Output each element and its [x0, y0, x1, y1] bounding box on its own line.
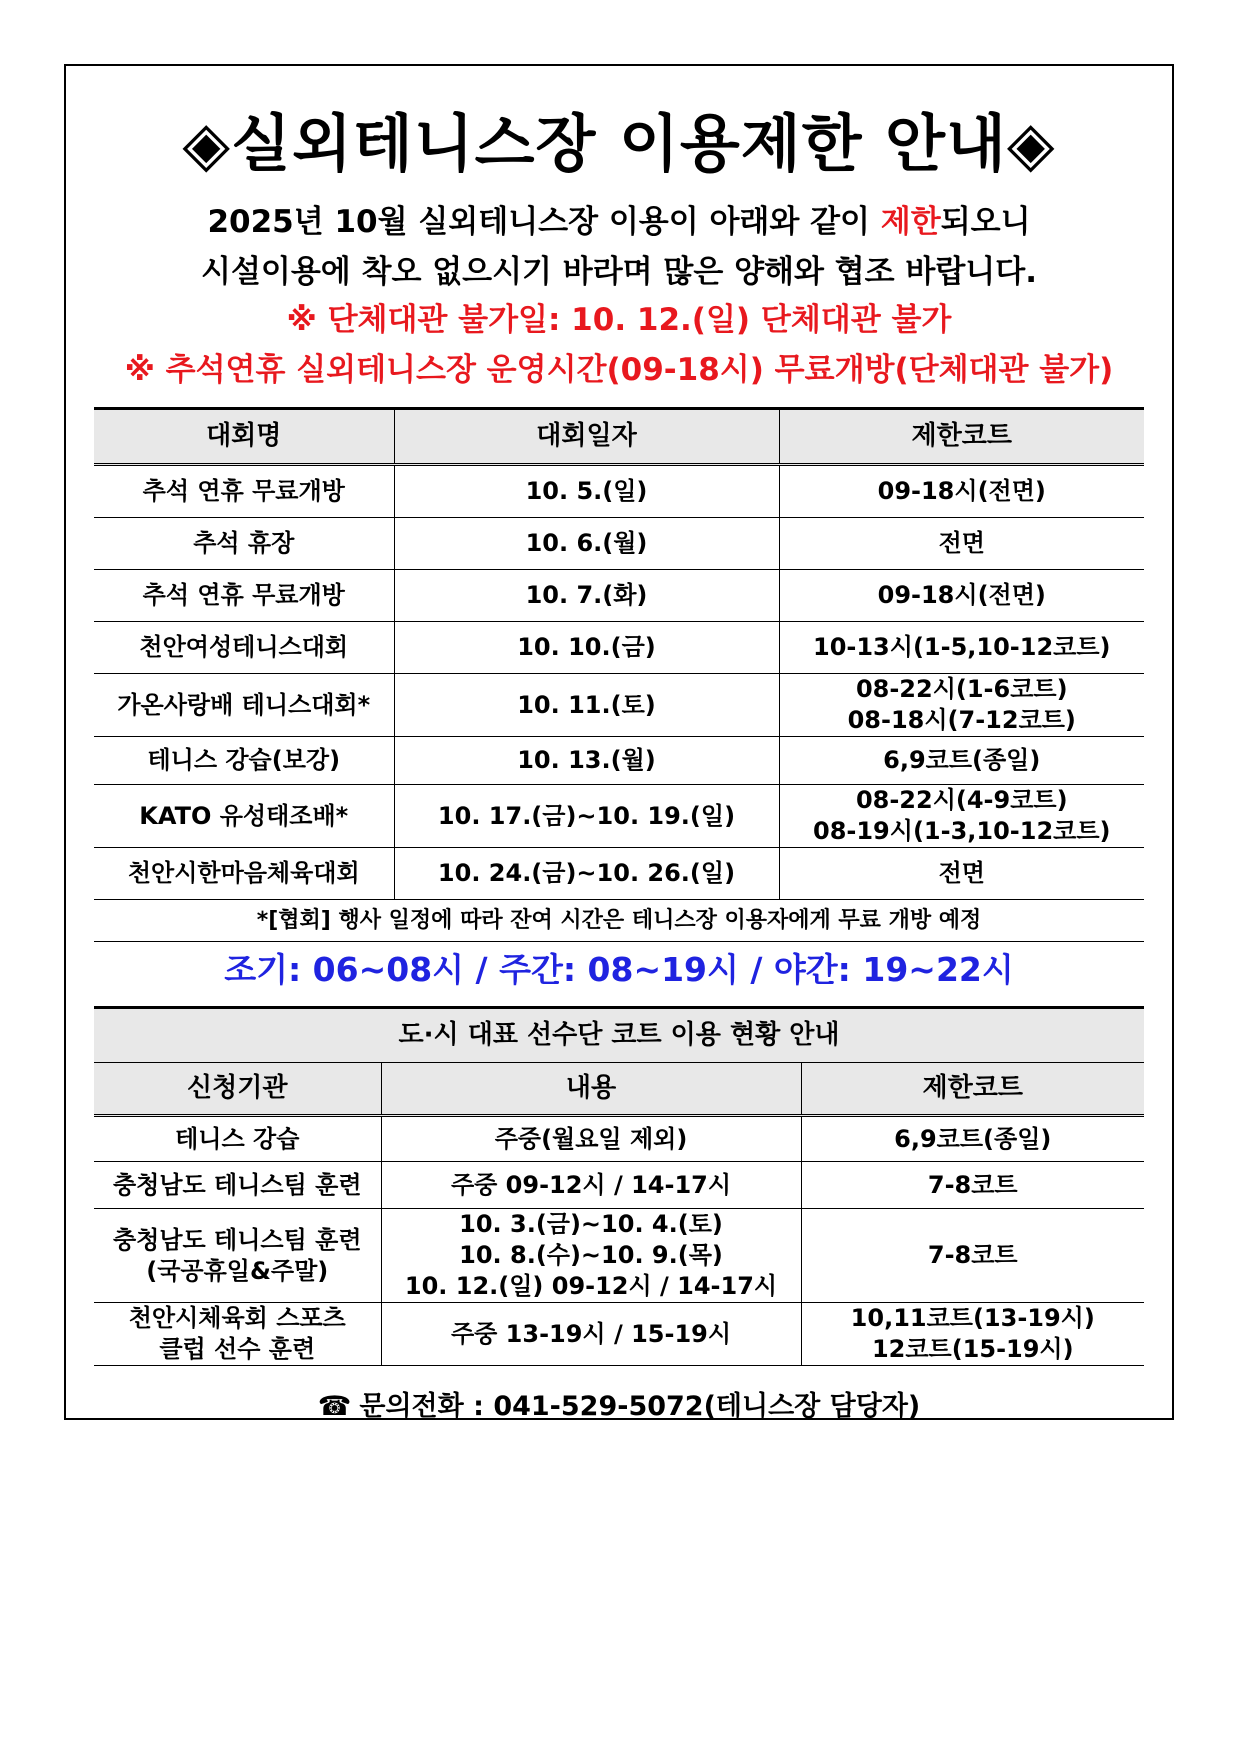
table-note-row: [94, 900, 1144, 942]
table-row: [94, 570, 1144, 622]
event-name: KATO 유성태조배*: [94, 785, 394, 848]
restricted-court: 6,9코트(종일): [801, 1116, 1144, 1162]
event-date: 10. 10.(금): [394, 622, 779, 674]
intro-line-2: 시설이용에 착오 없으시기 바라며 많은 양해와 협조 바랍니다.: [201, 254, 1037, 290]
event-date: 10. 24.(금)~10. 26.(일): [394, 848, 779, 900]
restricted-court: 10,11코트(13-19시) 12코트(15-19시): [801, 1303, 1144, 1366]
column-header-applicant: 신청기관: [94, 1063, 381, 1116]
restricted-court: 7-8코트: [801, 1209, 1144, 1303]
holiday-hours-notice: ※ 추석연휴 실외테니스장 운영시간(09-18시) 무료개방(단체대관 불가): [124, 352, 1114, 388]
intro-line-1-tail: 되오니: [940, 204, 1031, 240]
event-restriction-table: [94, 407, 1144, 942]
column-header-event: 대회명: [94, 409, 394, 465]
event-name: 추석 연휴 무료개방: [94, 465, 394, 518]
table-header-row: [94, 1063, 1144, 1116]
group-rental-notice: ※ 단체대관 불가일: 10. 12.(일) 단체대관 불가: [286, 302, 952, 338]
table-row: [94, 1162, 1144, 1209]
column-header-date: 대회일자: [394, 409, 779, 465]
team-court-usage-table: [94, 1006, 1144, 1366]
usage-content: 10. 3.(금)~10. 4.(토) 10. 8.(수)~10. 9.(목) 10. 12.(일) 09-12시 / 14-17시: [381, 1209, 801, 1303]
event-date: 10. 11.(토): [394, 674, 779, 737]
time-band-legend: 조기: 06~08시 / 주간: 08~19시 / 야간: 19~22시: [224, 950, 1014, 989]
column-header-restricted-court: 제한코트: [801, 1063, 1144, 1116]
event-name: 천안시한마음체육대회: [94, 848, 394, 900]
applicant: 충청남도 테니스팀 훈련 (국공휴일&주말): [94, 1209, 381, 1303]
applicant: 충청남도 테니스팀 훈련: [94, 1162, 381, 1209]
table-caption-row: [94, 1008, 1144, 1063]
restricted-court: 09-18시(전면): [779, 465, 1144, 518]
restricted-court: 08-22시(4-9코트) 08-19시(1-3,10-12코트): [779, 785, 1144, 848]
restricted-court: 6,9코트(종일): [779, 737, 1144, 785]
column-header-content: 내용: [381, 1063, 801, 1116]
column-header-restricted-court: 제한코트: [779, 409, 1144, 465]
table-row: [94, 1303, 1144, 1366]
applicant: 테니스 강습: [94, 1116, 381, 1162]
usage-content: 주중 13-19시 / 15-19시: [381, 1303, 801, 1366]
restricted-court: 09-18시(전면): [779, 570, 1144, 622]
table-row: [94, 737, 1144, 785]
applicant: 천안시체육회 스포츠 클럽 선수 훈련: [94, 1303, 381, 1366]
contact-phone-text: 문의전화 : 041-529-5072(테니스장 담당자): [359, 1391, 921, 1422]
restricted-court: 전면: [779, 848, 1144, 900]
intro-line-1-text: 2025년 10월 실외테니스장 이용이 아래와 같이: [207, 204, 881, 240]
usage-content: 주중 09-12시 / 14-17시: [381, 1162, 801, 1209]
event-date: 10. 7.(화): [394, 570, 779, 622]
event-name: 추석 휴장: [94, 518, 394, 570]
event-date: 10. 6.(월): [394, 518, 779, 570]
event-date: 10. 13.(월): [394, 737, 779, 785]
contact-line: [66, 1384, 1172, 1423]
event-date: 10. 5.(일): [394, 465, 779, 518]
intro-restriction-word: 제한: [880, 204, 941, 240]
table-row: [94, 518, 1144, 570]
team-table-caption: 도·시 대표 선수단 코트 이용 현황 안내: [94, 1008, 1144, 1063]
table-row: [94, 785, 1144, 848]
intro-line-1: [66, 196, 1172, 241]
event-date: 10. 17.(금)~10. 19.(일): [394, 785, 779, 848]
table-row: [94, 622, 1144, 674]
event-name: 추석 연휴 무료개방: [94, 570, 394, 622]
event-name: 테니스 강습(보강): [94, 737, 394, 785]
restricted-court: 7-8코트: [801, 1162, 1144, 1209]
restricted-court: 08-22시(1-6코트) 08-18시(7-12코트): [779, 674, 1144, 737]
table-row: [94, 1116, 1144, 1162]
table-row: [94, 848, 1144, 900]
notice-frame: [64, 64, 1174, 1420]
telephone-icon: ☎: [317, 1391, 352, 1422]
table-row: [94, 465, 1144, 518]
restricted-court: 전면: [779, 518, 1144, 570]
usage-content: 주중(월요일 제외): [381, 1116, 801, 1162]
association-note: *[협회] 행사 일정에 따라 잔여 시간은 테니스장 이용자에게 무료 개방 예정: [94, 900, 1144, 942]
restricted-court: 10-13시(1-5,10-12코트): [779, 622, 1144, 674]
table-row: [94, 1209, 1144, 1303]
table-header-row: [94, 409, 1144, 465]
event-name: 천안여성테니스대회: [94, 622, 394, 674]
table-row: [94, 674, 1144, 737]
event-name: 가온사랑배 테니스대회*: [94, 674, 394, 737]
page-title: ◈실외테니스장 이용제한 안내◈: [182, 107, 1056, 180]
